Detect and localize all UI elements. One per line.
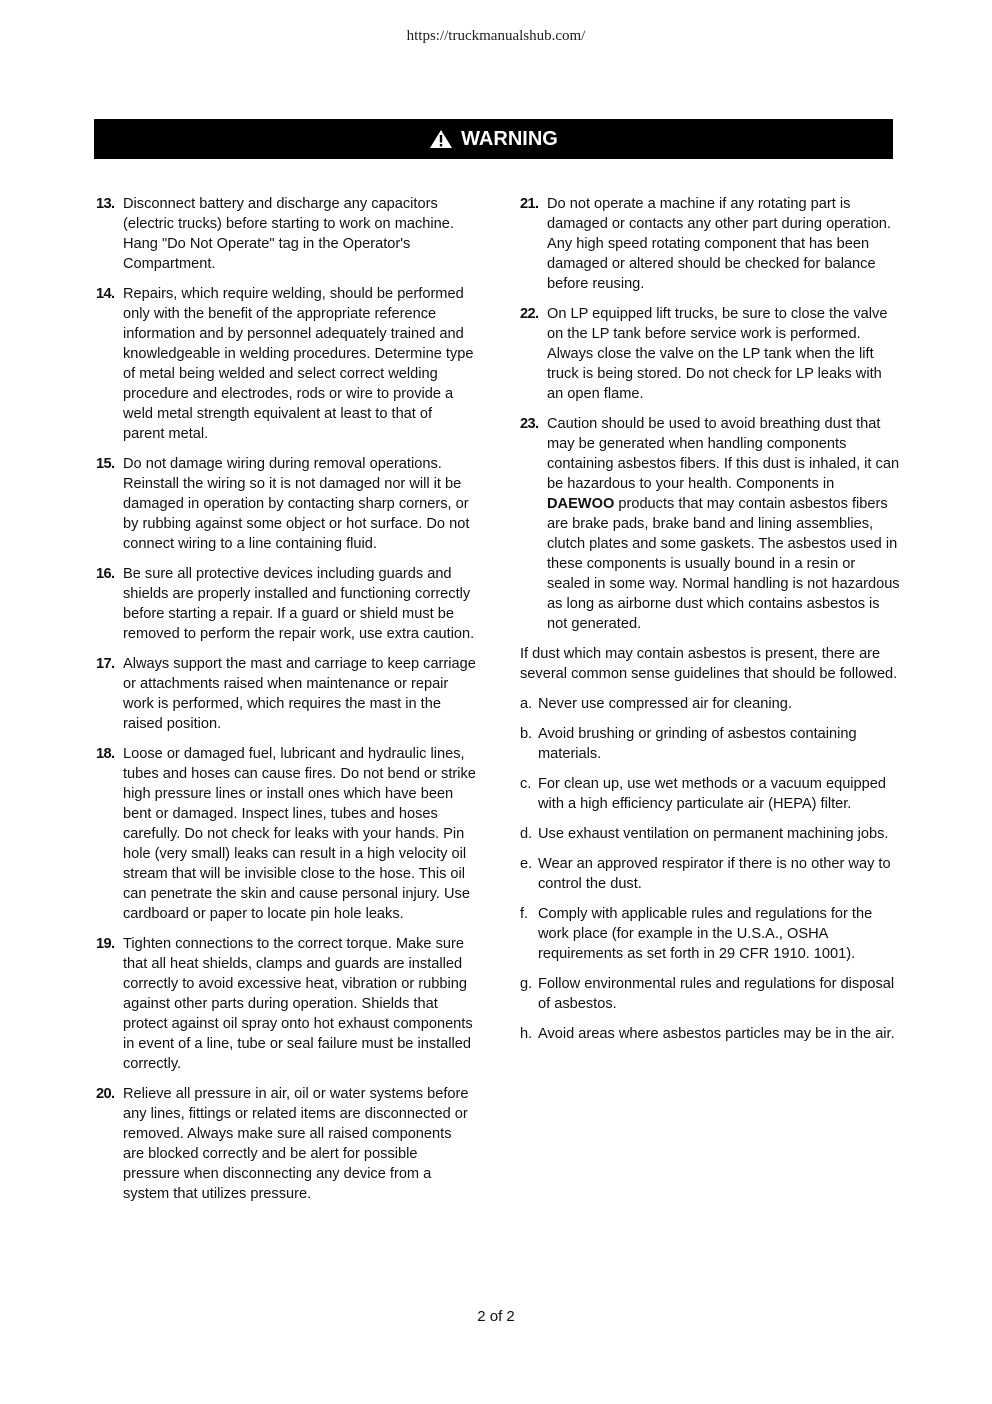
guideline-letter: e.	[520, 856, 533, 872]
guideline-text: Avoid brushing or grinding of asbestos containing materials.	[538, 726, 857, 762]
asbestos-intro: If dust which may contain asbestos is present, there are several common sense guidelines that should be followed.	[520, 646, 898, 682]
guideline-item	[520, 904, 900, 964]
guideline-item	[520, 1024, 900, 1044]
source-url: https://truckmanualshub.com/	[406, 28, 586, 44]
list-item	[96, 934, 476, 1074]
guideline-item	[520, 824, 900, 844]
item-number: 21.	[520, 196, 539, 212]
guideline-letter: h.	[520, 1026, 533, 1042]
guideline-text: Use exhaust ventilation on permanent machining jobs.	[538, 826, 889, 842]
item-number: 15.	[96, 456, 115, 472]
list-item	[96, 1084, 476, 1204]
list-item	[520, 414, 900, 634]
guideline-letter: a.	[520, 696, 533, 712]
guideline-item	[520, 854, 900, 894]
item-text: Be sure all protective devices including guards and shields are properly installed and functioning correctly before starting a repair. If a guard or shield must be removed to perform the repair work, use extra caution.	[123, 566, 475, 642]
item-text: Do not damage wiring during removal operations. Reinstall the wiring so it is not damaged nor will it be damaged in operation by contacting sharp corners, or by rubbing against some object or hot surface. Do not connect wiring to a line containing fluid.	[123, 456, 470, 552]
list-item	[96, 654, 476, 734]
right-column	[520, 194, 900, 1054]
list-item	[520, 194, 900, 294]
item-number: 17.	[96, 656, 115, 672]
list-item	[96, 194, 476, 274]
brand-name: DAEWOO	[547, 496, 615, 512]
list-item	[96, 284, 476, 444]
item-text: Repairs, which require welding, should be performed only with the benefit of the appropriate reference information and by personnel adequately trained and knowledgeable in welding procedures. Determine type of metal being welded and select correct welding procedure and electrodes, rods or wire to provide a weld metal strength equivalent at least to that of parent metal.	[123, 286, 474, 442]
item-text-after: products that may contain asbestos fibers are brake pads, brake band and lining assemblies, clutch plates and some gaskets. The asbestos used in these components is usually bound in a resin or sealed in some way. Normal handling is not hazardous as long as airborne dust which contains asbestos is not generated.	[547, 496, 900, 632]
list-item	[520, 304, 900, 404]
item-number: 22.	[520, 306, 539, 322]
item-number: 14.	[96, 286, 115, 302]
page-number: 2 of 2	[477, 1308, 515, 1325]
item-number: 20.	[96, 1086, 115, 1102]
item-number: 23.	[520, 416, 539, 432]
list-item	[96, 744, 476, 924]
list-item	[96, 564, 476, 644]
guideline-letter: f.	[520, 906, 529, 922]
item-number: 13.	[96, 196, 115, 212]
guideline-letter: d.	[520, 826, 533, 842]
guideline-item	[520, 724, 900, 764]
guideline-letter: b.	[520, 726, 533, 742]
guideline-letter: g.	[520, 976, 533, 992]
guideline-item	[520, 774, 900, 814]
guideline-text: Avoid areas where asbestos particles may be in the air.	[538, 1026, 895, 1042]
left-column	[96, 194, 476, 1214]
guideline-letter: c.	[520, 776, 532, 792]
item-number: 16.	[96, 566, 115, 582]
guideline-text: Comply with applicable rules and regulations for the work place (for example in the U.S.A., OSHA requirements as set forth in 29 CFR 1910. 1001).	[538, 906, 873, 962]
item-number: 18.	[96, 746, 115, 762]
guideline-item	[520, 974, 900, 1014]
item-text: Tighten connections to the correct torque. Make sure that all heat shields, clamps and guards are installed correctly to avoid excessive heat, vibration or rubbing against other parts during operation. Shields that protect against oil spray onto hot exhaust components in event of a line, tube or seal failure must be installed correctly.	[123, 936, 473, 1072]
guideline-text: Never use compressed air for cleaning.	[538, 696, 792, 712]
guideline-item	[520, 694, 900, 714]
guideline-text: Follow environmental rules and regulations for disposal of asbestos.	[538, 976, 895, 1012]
warning-title: WARNING	[461, 127, 558, 150]
list-item	[96, 454, 476, 554]
item-text: Loose or damaged fuel, lubricant and hydraulic lines, tubes and hoses can cause fires. Do not bend or strike high pressure lines or install ones which have been bent or damaged. Inspect lines, tubes and hoses carefully. Do not check for leaks with your hands. Pin hole (very small) leaks can result in a high velocity oil stream that will be invisible close to the hose. This oil can penetrate the skin and cause personal injury. Use cardboard or paper to locate pin hole leaks.	[123, 746, 476, 922]
item-text: Disconnect battery and discharge any capacitors (electric trucks) before starting to work on machine. Hang "Do Not Operate" tag in the Operator's Compartment.	[123, 196, 454, 272]
item-number: 19.	[96, 936, 115, 952]
warning-triangle-icon	[429, 129, 453, 149]
item-text-before: Caution should be used to avoid breathing dust that may be generated when handling components containing asbestos fibers. If this dust is inhaled, it can be hazardous to your health. Components in	[547, 416, 900, 492]
item-text: Relieve all pressure in air, oil or water systems before any lines, fittings or related items are disconnected or removed. Always make sure all raised components are blocked correctly and be alert for possible pressure when disconnecting any device from a system that utilizes pressure.	[123, 1086, 469, 1202]
guideline-text: For clean up, use wet methods or a vacuum equipped with a high efficiency particulate air (HEPA) filter.	[538, 776, 887, 812]
item-text: Always support the mast and carriage to keep carriage or attachments raised when maintenance or repair work is performed, which requires the mast in the raised position.	[123, 656, 476, 732]
guideline-text: Wear an approved respirator if there is no other way to control the dust.	[538, 856, 891, 892]
item-text: On LP equipped lift trucks, be sure to close the valve on the LP tank before service work is performed. Always close the valve on the LP tank when the lift truck is being stored. Do not check for LP leaks with an open flame.	[547, 306, 888, 402]
warning-banner	[94, 119, 893, 159]
item-text: Do not operate a machine if any rotating part is damaged or contacts any other part during operation. Any high speed rotating component that has been damaged or altered should be checked for balance before reusing.	[547, 196, 891, 292]
